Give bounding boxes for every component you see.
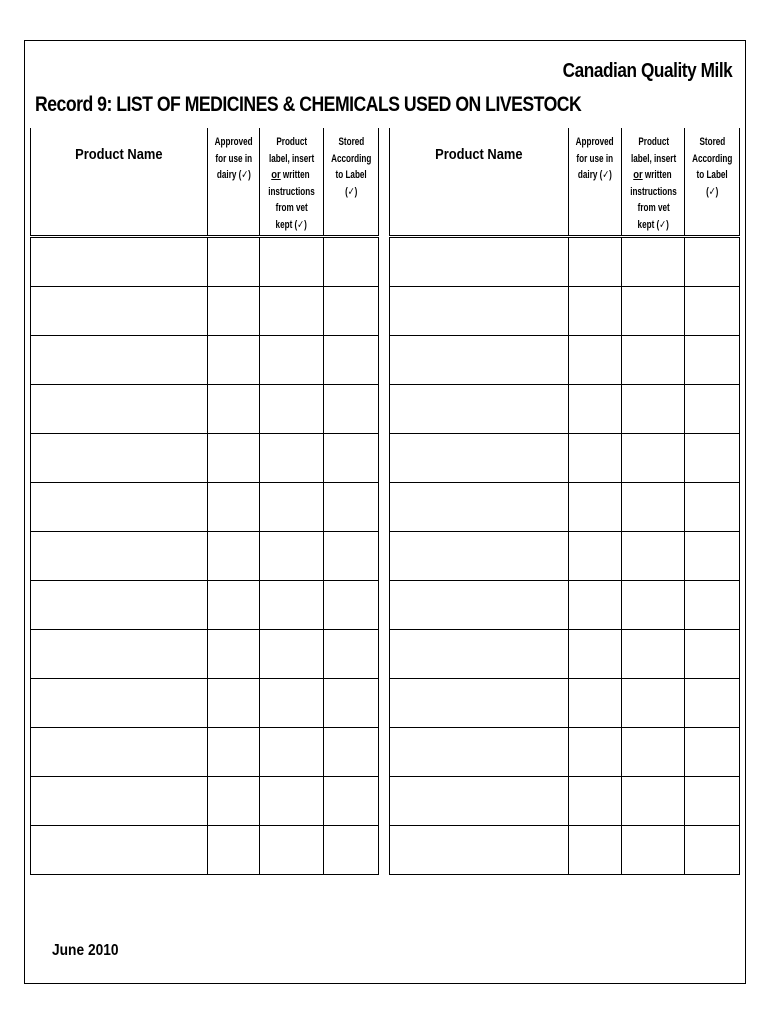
label-kept-cell[interactable] bbox=[622, 531, 685, 580]
label-kept-cell[interactable] bbox=[260, 286, 324, 335]
approved-cell[interactable] bbox=[208, 335, 260, 384]
approved-cell[interactable] bbox=[208, 384, 260, 433]
header-product-name: Product Name bbox=[390, 128, 569, 236]
label-kept-cell[interactable] bbox=[622, 678, 685, 727]
product-name-cell[interactable] bbox=[390, 433, 569, 482]
product-name-cell[interactable] bbox=[390, 629, 569, 678]
product-name-cell[interactable] bbox=[390, 580, 569, 629]
table-row bbox=[390, 531, 740, 580]
product-name-cell[interactable] bbox=[390, 727, 569, 776]
approved-cell[interactable] bbox=[569, 335, 622, 384]
header-label-kept: Product label, insert orwritten instructions from vet kept (✓) bbox=[260, 128, 324, 236]
approved-cell[interactable] bbox=[569, 531, 622, 580]
table-row bbox=[390, 433, 740, 482]
medicines-table-left bbox=[30, 128, 379, 875]
table-row bbox=[390, 286, 740, 335]
product-name-cell[interactable] bbox=[31, 482, 208, 531]
table-row bbox=[390, 629, 740, 678]
table-row bbox=[31, 335, 379, 384]
label-kept-cell[interactable] bbox=[260, 776, 324, 825]
approved-cell[interactable] bbox=[569, 286, 622, 335]
product-name-cell[interactable] bbox=[31, 678, 208, 727]
stored-cell[interactable] bbox=[324, 286, 379, 335]
approved-cell[interactable] bbox=[208, 776, 260, 825]
approved-cell[interactable] bbox=[208, 825, 260, 874]
stored-cell[interactable] bbox=[685, 384, 740, 433]
table-row bbox=[31, 482, 379, 531]
header-label-kept: Product label, insert orwritten instructions from vet kept (✓) bbox=[622, 128, 685, 236]
table-row bbox=[31, 825, 379, 874]
table-row bbox=[390, 236, 740, 286]
stored-cell[interactable] bbox=[324, 580, 379, 629]
stored-cell[interactable] bbox=[324, 531, 379, 580]
approved-cell[interactable] bbox=[569, 580, 622, 629]
label-kept-cell[interactable] bbox=[622, 433, 685, 482]
label-kept-cell[interactable] bbox=[260, 678, 324, 727]
approved-cell[interactable] bbox=[569, 236, 622, 286]
approved-cell[interactable] bbox=[208, 236, 260, 286]
organization-name: Canadian Quality Milk bbox=[562, 60, 732, 82]
table-row bbox=[31, 531, 379, 580]
approved-cell[interactable] bbox=[208, 678, 260, 727]
product-name-cell[interactable] bbox=[31, 727, 208, 776]
table-body-left bbox=[31, 236, 379, 874]
table-row bbox=[31, 286, 379, 335]
label-kept-cell[interactable] bbox=[622, 482, 685, 531]
header-product-name: Product Name bbox=[31, 128, 208, 236]
form-title: Record 9: LIST OF MEDICINES & CHEMICALS USED ON LIVESTOCK bbox=[35, 93, 582, 116]
label-kept-cell[interactable] bbox=[260, 384, 324, 433]
product-name-cell[interactable] bbox=[31, 335, 208, 384]
approved-cell[interactable] bbox=[569, 384, 622, 433]
product-name-cell[interactable] bbox=[390, 776, 569, 825]
product-name-cell[interactable] bbox=[31, 433, 208, 482]
approved-cell[interactable] bbox=[569, 482, 622, 531]
table-row bbox=[31, 580, 379, 629]
table-row bbox=[390, 678, 740, 727]
label-kept-cell[interactable] bbox=[260, 629, 324, 678]
stored-cell[interactable] bbox=[685, 580, 740, 629]
table-body-right bbox=[390, 236, 740, 874]
product-name-cell[interactable] bbox=[31, 236, 208, 286]
product-name-cell[interactable] bbox=[390, 531, 569, 580]
product-name-cell[interactable] bbox=[31, 825, 208, 874]
approved-cell[interactable] bbox=[208, 727, 260, 776]
stored-cell[interactable] bbox=[324, 825, 379, 874]
label-kept-cell[interactable] bbox=[260, 335, 324, 384]
label-kept-cell[interactable] bbox=[622, 825, 685, 874]
label-kept-cell[interactable] bbox=[622, 236, 685, 286]
product-name-cell[interactable] bbox=[390, 335, 569, 384]
stored-cell[interactable] bbox=[685, 482, 740, 531]
label-kept-cell[interactable] bbox=[260, 825, 324, 874]
table-row bbox=[390, 335, 740, 384]
stored-cell[interactable] bbox=[685, 335, 740, 384]
product-name-cell[interactable] bbox=[31, 286, 208, 335]
stored-cell[interactable] bbox=[324, 482, 379, 531]
label-kept-cell[interactable] bbox=[622, 776, 685, 825]
stored-cell[interactable] bbox=[324, 776, 379, 825]
product-name-cell[interactable] bbox=[390, 825, 569, 874]
stored-cell[interactable] bbox=[685, 825, 740, 874]
stored-cell[interactable] bbox=[324, 236, 379, 286]
stored-cell[interactable] bbox=[685, 727, 740, 776]
table-row bbox=[390, 482, 740, 531]
table-row bbox=[390, 776, 740, 825]
stored-cell[interactable] bbox=[685, 776, 740, 825]
label-kept-cell[interactable] bbox=[260, 580, 324, 629]
product-name-cell[interactable] bbox=[390, 236, 569, 286]
table-row bbox=[31, 776, 379, 825]
stored-cell[interactable] bbox=[324, 335, 379, 384]
product-name-cell[interactable] bbox=[390, 482, 569, 531]
product-name-cell[interactable] bbox=[31, 580, 208, 629]
stored-cell[interactable] bbox=[324, 433, 379, 482]
label-kept-cell[interactable] bbox=[260, 482, 324, 531]
product-name-cell[interactable] bbox=[31, 384, 208, 433]
approved-cell[interactable] bbox=[569, 433, 622, 482]
approved-cell[interactable] bbox=[569, 825, 622, 874]
label-kept-cell[interactable] bbox=[622, 727, 685, 776]
table-row bbox=[31, 236, 379, 286]
table-row bbox=[390, 727, 740, 776]
stored-cell[interactable] bbox=[685, 678, 740, 727]
table-row bbox=[31, 433, 379, 482]
table-row bbox=[390, 825, 740, 874]
approved-cell[interactable] bbox=[569, 678, 622, 727]
footer-date: June 2010 bbox=[52, 942, 119, 959]
table-row bbox=[31, 629, 379, 678]
header-approved: Approved for use in dairy (✓) bbox=[208, 128, 260, 236]
label-kept-cell[interactable] bbox=[622, 335, 685, 384]
label-kept-cell[interactable] bbox=[260, 236, 324, 286]
product-name-cell[interactable] bbox=[31, 629, 208, 678]
stored-cell[interactable] bbox=[324, 629, 379, 678]
approved-cell[interactable] bbox=[208, 531, 260, 580]
table-header-row bbox=[390, 128, 740, 236]
approved-cell[interactable] bbox=[208, 286, 260, 335]
approved-cell[interactable] bbox=[569, 629, 622, 678]
stored-cell[interactable] bbox=[324, 678, 379, 727]
stored-cell[interactable] bbox=[685, 286, 740, 335]
approved-cell[interactable] bbox=[208, 482, 260, 531]
stored-cell[interactable] bbox=[685, 433, 740, 482]
product-name-cell[interactable] bbox=[390, 384, 569, 433]
header-stored: Stored According to Label (✓) bbox=[685, 128, 740, 236]
product-name-cell[interactable] bbox=[390, 678, 569, 727]
product-name-cell[interactable] bbox=[390, 286, 569, 335]
approved-cell[interactable] bbox=[569, 727, 622, 776]
product-name-cell[interactable] bbox=[31, 531, 208, 580]
label-kept-cell[interactable] bbox=[622, 580, 685, 629]
stored-cell[interactable] bbox=[324, 384, 379, 433]
label-kept-cell[interactable] bbox=[260, 727, 324, 776]
approved-cell[interactable] bbox=[569, 776, 622, 825]
table-row bbox=[31, 384, 379, 433]
approved-cell[interactable] bbox=[208, 433, 260, 482]
stored-cell[interactable] bbox=[685, 629, 740, 678]
stored-cell[interactable] bbox=[685, 236, 740, 286]
label-kept-cell[interactable] bbox=[260, 531, 324, 580]
label-kept-cell[interactable] bbox=[622, 286, 685, 335]
product-name-cell[interactable] bbox=[31, 776, 208, 825]
stored-cell[interactable] bbox=[685, 531, 740, 580]
label-kept-cell[interactable] bbox=[260, 433, 324, 482]
approved-cell[interactable] bbox=[208, 580, 260, 629]
approved-cell[interactable] bbox=[208, 629, 260, 678]
table-header-row bbox=[31, 128, 379, 236]
table-row bbox=[390, 580, 740, 629]
table-row bbox=[390, 384, 740, 433]
medicines-table-right bbox=[389, 128, 740, 875]
header-stored: Stored According to Label (✓) bbox=[324, 128, 379, 236]
label-kept-cell[interactable] bbox=[622, 384, 685, 433]
stored-cell[interactable] bbox=[324, 727, 379, 776]
label-kept-cell[interactable] bbox=[622, 629, 685, 678]
table-row bbox=[31, 678, 379, 727]
table-row bbox=[31, 727, 379, 776]
header-approved: Approved for use in dairy (✓) bbox=[569, 128, 622, 236]
